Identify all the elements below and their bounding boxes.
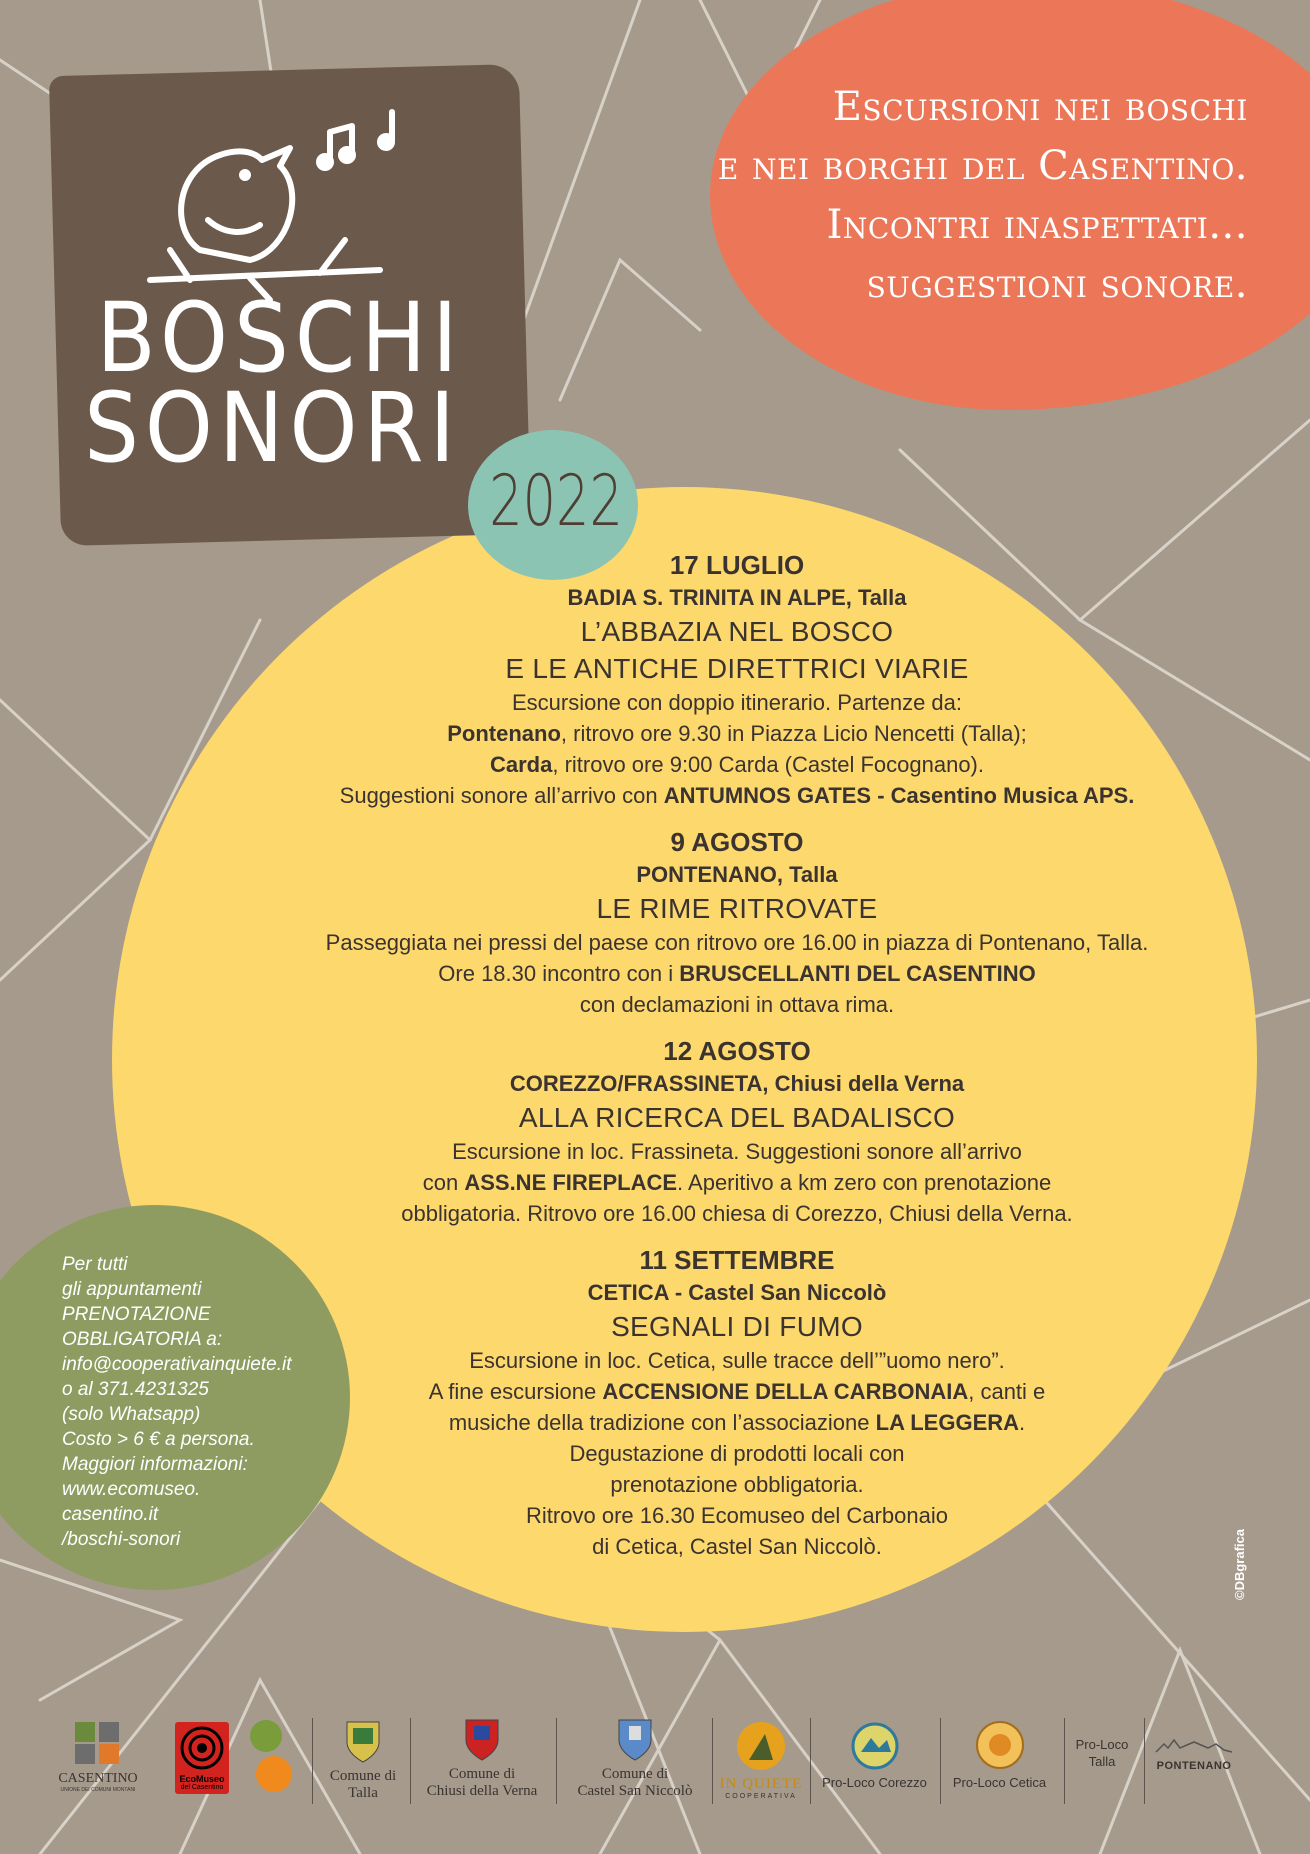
event-text bbox=[212, 780, 1262, 811]
ecomuseo-label: EcoMuseo bbox=[179, 1774, 225, 1784]
village-skyline-icon bbox=[1154, 1736, 1234, 1754]
spiral-icon bbox=[179, 1725, 225, 1771]
divider bbox=[712, 1718, 713, 1804]
event-place: BADIA S. TRINITA IN ALPE, Talla bbox=[567, 585, 907, 610]
event-text-part: musiche della tradizione con l’associazione bbox=[448, 1410, 876, 1435]
inquiete-sublabel: COOPERATIVA bbox=[725, 1793, 797, 1800]
proloco-cetica-logo bbox=[942, 1720, 1057, 1791]
event-title: L’ABBAZIA NEL BOSCO bbox=[580, 616, 894, 647]
info-line: Costo > 6 € a persona. bbox=[62, 1429, 255, 1450]
comune-label: Comune di bbox=[448, 1766, 516, 1782]
event-text-part: . bbox=[1019, 1410, 1026, 1435]
divider bbox=[556, 1718, 557, 1804]
designer-credit: ©DBgrafica bbox=[1232, 1529, 1247, 1600]
event-highlight: LA LEGGERA bbox=[875, 1410, 1020, 1435]
event-highlight: BRUSCELLANTI DEL CASENTINO bbox=[679, 961, 1036, 986]
ecomuseo-sublabel: del Casentino bbox=[180, 1784, 224, 1791]
event-date: 12 AGOSTO bbox=[663, 1036, 811, 1066]
event-title: SEGNALI DI FUMO bbox=[611, 1311, 863, 1342]
booking-info bbox=[62, 1252, 332, 1552]
info-line: Maggiori informazioni: bbox=[62, 1454, 248, 1475]
event-text: Escursione in loc. Frassineta. Suggestioni sonore all’arrivo bbox=[452, 1139, 1022, 1164]
event-text-part: Suggestioni sonore all’arrivo con bbox=[339, 783, 664, 808]
pontenano-label: PONTENANO bbox=[1156, 1760, 1232, 1772]
info-url: www.ecomuseo. bbox=[62, 1479, 201, 1500]
tagline-line: Incontri inaspettati... bbox=[826, 202, 1248, 248]
event-text: Escursione in loc. Cetica, sulle tracce dell’”uomo nero”. bbox=[469, 1348, 1005, 1373]
event-date: 17 LUGLIO bbox=[669, 550, 805, 580]
comune-name: Talla bbox=[348, 1785, 378, 1801]
event-12-agosto bbox=[212, 1034, 1262, 1229]
info-line: PRENOTAZIONE bbox=[62, 1304, 211, 1325]
event-title: ALLA RICERCA DEL BADALISCO bbox=[518, 1102, 956, 1133]
inquiete-label: IN QUIETE bbox=[719, 1776, 803, 1792]
event-highlight: ASS.NE FIREPLACE bbox=[464, 1170, 678, 1195]
info-email: info@cooperativainquiete.it bbox=[62, 1354, 292, 1375]
event-text: prenotazione obbligatoria. bbox=[610, 1472, 864, 1497]
event-highlight: ANTUMNOS GATES - Casentino Musica APS. bbox=[663, 783, 1135, 808]
castel-crest-icon bbox=[615, 1712, 655, 1762]
comune-label: Comune di bbox=[601, 1766, 669, 1782]
comune-chiusi-logo bbox=[412, 1712, 552, 1800]
divider bbox=[810, 1718, 811, 1804]
info-line: gli appuntamenti bbox=[62, 1279, 202, 1300]
event-highlight: Pontenano bbox=[447, 721, 561, 746]
comune-name: Chiusi della Verna bbox=[426, 1783, 538, 1799]
event-text-part: , canti e bbox=[968, 1379, 1046, 1404]
proloco-talla-logo bbox=[1062, 1736, 1142, 1770]
event-highlight: Carda bbox=[489, 752, 553, 777]
proloco-label: Pro-Loco Cetica bbox=[952, 1775, 1047, 1790]
cetica-emblem-icon bbox=[975, 1720, 1025, 1770]
event-text-part: A fine escursione bbox=[428, 1379, 603, 1404]
comune-label: Comune di bbox=[329, 1768, 397, 1784]
inquiete-logo bbox=[716, 1720, 806, 1801]
event-text-part: . Aperitivo a km zero con prenotazione bbox=[677, 1170, 1052, 1195]
comune-castel-logo bbox=[560, 1712, 710, 1800]
info-url: /boschi-sonori bbox=[62, 1529, 181, 1550]
logo-title-boschi: BOSCHI bbox=[96, 282, 464, 394]
event-17-luglio bbox=[212, 548, 1262, 811]
casentino-sublabel: UNIONE DEI COMUNI MONTANI bbox=[60, 1787, 136, 1793]
event-date: 11 SETTEMBRE bbox=[639, 1245, 835, 1275]
event-9-agosto bbox=[212, 825, 1262, 1020]
year-label: 2022 bbox=[489, 460, 623, 542]
corezzo-emblem-icon bbox=[851, 1722, 899, 1770]
event-text-part: , ritrovo ore 9:00 Carda (Castel Focognano). bbox=[552, 752, 984, 777]
divider bbox=[940, 1718, 941, 1804]
proloco-label: Pro-Loco bbox=[1075, 1737, 1129, 1752]
comune-talla-logo bbox=[318, 1714, 408, 1802]
event-title: LE RIME RITROVATE bbox=[596, 893, 878, 924]
info-url: casentino.it bbox=[62, 1504, 159, 1525]
info-line: OBBLIGATORIA a: bbox=[62, 1329, 223, 1350]
divider bbox=[312, 1718, 313, 1804]
event-text bbox=[212, 1376, 1262, 1407]
event-text bbox=[212, 718, 1262, 749]
event-text: Escursione con doppio itinerario. Partenze da: bbox=[511, 690, 963, 715]
green-orange-logo-icon bbox=[244, 1718, 300, 1794]
tagline bbox=[718, 78, 1248, 314]
info-line: (solo Whatsapp) bbox=[62, 1404, 201, 1425]
event-highlight: ACCENSIONE DELLA CARBONAIA bbox=[602, 1379, 969, 1404]
event-text: di Cetica, Castel San Niccolò. bbox=[592, 1534, 882, 1559]
event-text: Degustazione di prodotti locali con bbox=[569, 1441, 905, 1466]
event-title: E LE ANTICHE DIRETTRICI VIARIE bbox=[505, 653, 969, 684]
event-11-settembre bbox=[212, 1243, 1262, 1562]
event-place: COREZZO/FRASSINETA, Chiusi della Verna bbox=[509, 1071, 965, 1096]
proloco-corezzo-logo bbox=[812, 1722, 937, 1791]
info-line: Per tutti bbox=[62, 1254, 128, 1275]
casentino-label: CASENTINO bbox=[58, 1771, 138, 1786]
chiusi-crest-icon bbox=[462, 1712, 502, 1762]
event-date: 9 AGOSTO bbox=[670, 827, 804, 857]
event-place: CETICA - Castel San Niccolò bbox=[587, 1280, 887, 1305]
divider bbox=[1144, 1718, 1145, 1804]
event-text: obbligatoria. Ritrovo ore 16.00 chiesa di Corezzo, Chiusi della Verna. bbox=[401, 1201, 1073, 1226]
talla-crest-icon bbox=[343, 1714, 383, 1764]
tagline-line: Escursioni nei boschi bbox=[832, 84, 1248, 130]
event-text: Ritrovo ore 16.30 Ecomuseo del Carbonaio bbox=[526, 1503, 948, 1528]
event-text-part: Ore 18.30 incontro con i bbox=[438, 961, 680, 986]
event-text bbox=[212, 958, 1262, 989]
ecomuseo-logo bbox=[175, 1722, 229, 1794]
event-text bbox=[212, 1407, 1262, 1438]
casentino-logo bbox=[58, 1720, 138, 1793]
proloco-label: Pro-Loco Corezzo bbox=[822, 1775, 927, 1790]
comune-name: Castel San Niccolò bbox=[577, 1783, 693, 1799]
pontenano-logo bbox=[1150, 1736, 1238, 1775]
events-list bbox=[212, 548, 1262, 1576]
inquiete-emblem-icon bbox=[735, 1720, 787, 1772]
casentino-emblem-icon bbox=[73, 1720, 123, 1766]
event-text bbox=[212, 1167, 1262, 1198]
info-phone: o al 371.4231325 bbox=[62, 1379, 209, 1400]
divider bbox=[410, 1718, 411, 1804]
event-text: con declamazioni in ottava rima. bbox=[579, 992, 895, 1017]
event-text bbox=[212, 749, 1262, 780]
tagline-line: e nei borghi del Casentino. bbox=[717, 143, 1248, 189]
event-place: PONTENANO, Talla bbox=[636, 862, 838, 887]
proloco-name: Talla bbox=[1088, 1754, 1116, 1769]
event-text-part: con bbox=[422, 1170, 465, 1195]
event-text-part: , ritrovo ore 9.30 in Piazza Licio Nencetti (Talla); bbox=[560, 721, 1027, 746]
event-text: Passeggiata nei pressi del paese con ritrovo ore 16.00 in piazza di Pontenano, Talla. bbox=[325, 930, 1149, 955]
logo-title-sonori: SONORI bbox=[84, 372, 461, 484]
tagline-line: suggestioni sonore. bbox=[866, 261, 1248, 307]
